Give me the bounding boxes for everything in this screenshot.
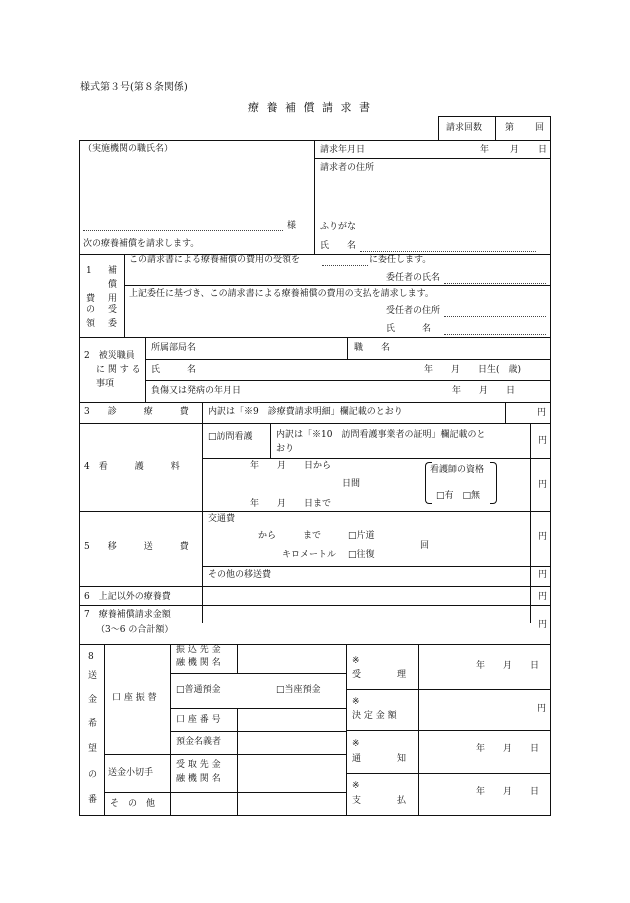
request-date-month: 月 [510,145,520,155]
visit-detail-2: おり [276,444,295,454]
decision-yen: 円 [537,704,547,714]
receiving-bank-label-2: 融 機 関 名 [176,774,221,784]
transfer-bank-label-2: 融 機 関 名 [176,658,221,668]
transport-times: 回 [420,541,430,551]
notice-asterisk: ※ [352,739,360,749]
delegatee-name-field[interactable] [444,283,546,284]
nursing-until-date: 年 月 日まで [250,499,332,509]
account-holder-label: 預金名義者 [176,737,222,747]
delegate-suffix: に委任します。 [369,255,432,265]
section2-label-3: 事項 [96,379,115,389]
department-label: 所属部局名 [151,343,197,353]
transfer-bank-label-1: 振 込 先 金 [176,645,221,655]
section7-label-2: （3～6 の合計額） [96,625,174,635]
claim-count-kai: 回 [535,123,545,133]
post-label: 職 名 [354,343,391,353]
birth-date: 年 月 日生( 歳) [424,365,522,375]
institution-label: （実施機関の職氏名） [83,144,174,154]
section7-yen: 円 [538,620,548,630]
receiver-address-field[interactable] [444,316,546,317]
nursing-yen: 円 [538,480,548,490]
form-page: 様式第３号(第８条関係) 療 養 補 償 請 求 書 請求回数 第 回 （実施機関の職氏名） 様 次の療養補償を請求します。 請求年月日 年 月 日 請求者の住所 ふりがな 氏 名 1 補 償 費 用 の 受 領 委 この請求書による療養補償の費用の受領を に委任します。 委任者の氏名 上記委任に基づき、この請求書による療養補償の費用の支払を請求します。 受任者の住所 氏 名 2 被災職員 に 関 す る 事項 所属部局名 職 名 氏 名 年 月 日生( 歳) 負傷又は発病の年月日 年 月 日 3 診 療 費 内訳は「※9 診療費請求明細」欄記載のとおり 円 4 看 護 料 □訪問看護 内訳は「※10 訪問看護事業者の証明」欄記載のと おり 円 年 月 日から 日間 年 月 日まで 看護師の資格 □有 □無 円 5 移 送 費 交通費 から まで □片道 キロメートル □往復 回 円 その他の移送費 円 6 上記以外の療養費 円 7 療養補償請求金額 （3～6 の合計額） 円 8 送 金 希 望 の 番 口 座 振 替 振 込 先 金 融 機 関 名 □普通預金 □当座預金 口 座 番 号 預金名義者 送金小切手 受 取 先 金 融 機 関 名 そ の 他 ※ 受 理 年 月 日 ※ 決 定 金 額 円 ※ 通 知 年 月 日 ※ 支 払 年 月 日 [0,0,630,903]
delegatee-name-label: 委任者の氏名 [386,273,441,283]
section2-label-1: 2 被災職員 [84,351,135,361]
page-title: 療 養 補 償 請 求 書 [248,101,372,114]
section5-label: 5 移 送 費 [84,542,189,552]
injury-date-label: 負傷又は発病の年月日 [151,386,242,396]
other-transport-yen: 円 [538,570,548,580]
sama-label: 様 [287,221,297,231]
qualification-options[interactable]: □有 □無 [436,491,481,501]
request-date-year: 年 [480,145,490,155]
section3-detail: 内訳は「※9 診療費請求明細」欄記載のとおり [208,407,403,417]
request-date-label: 請求年月日 [320,145,366,155]
nursing-days: 日間 [342,479,361,489]
delegate-field[interactable] [322,265,368,266]
receipt-asterisk: ※ [352,656,360,666]
other-transport-label: その他の移送費 [208,570,272,580]
receiving-bank-label-1: 受 取 先 金 [176,760,221,770]
visit-nursing-check[interactable]: □訪問看護 [208,432,253,442]
round-trip-check[interactable]: □往復 [348,550,375,560]
one-way-check[interactable]: □片道 [348,531,375,541]
remittance-check-label: 送金小切手 [108,768,154,778]
furigana-label: ふりがな [320,222,357,232]
other-method-label: そ の 他 [110,799,156,809]
receipt-label: 受 理 [352,670,407,680]
form-number: 様式第３号(第８条関係) [80,82,188,93]
receiver-name-label: 氏 名 [386,324,432,334]
notice-date: 年 月 日 [476,744,540,754]
receipt-date: 年 月 日 [476,661,540,671]
claim-count-label: 請求回数 [446,123,483,133]
claim-count-dai: 第 [505,123,515,133]
account-transfer-label: 口 座 振 替 [112,693,157,703]
delegate-line: この請求書による療養補償の費用の受領を [129,255,301,265]
receiver-name-field[interactable] [444,334,546,335]
qualification-label: 看護師の資格 [430,465,485,475]
injury-date: 年 月 日 [452,386,516,396]
section4-label: 4 看 護 料 [84,462,180,472]
table-left-border [79,140,80,816]
transport-label: 交通費 [208,514,236,524]
request-date-day: 日 [538,145,548,155]
payment-label: 支 払 [352,796,407,806]
nursing-from-date: 年 月 日から [250,461,332,471]
section2-label-2: に 関 す る [96,365,141,375]
ordinary-deposit-check[interactable]: □普通預金 [176,685,221,695]
section3-yen: 円 [537,408,547,418]
receiver-address-label: 受任者の住所 [386,306,441,316]
visit-detail-1: 内訳は「※10 訪問看護事業者の証明」欄記載のと [276,430,486,440]
current-deposit-check[interactable]: □当座預金 [276,685,321,695]
visit-nursing-yen: 円 [538,436,548,446]
decision-amount-label: 決 定 金 額 [352,711,397,721]
claimant-name-label: 氏 名 [320,241,357,251]
section6-label: 6 上記以外の療養費 [84,592,171,602]
section7-label-1: 7 療養補償請求金額 [84,610,171,620]
section6-yen: 円 [538,592,548,602]
notice-label: 通 知 [352,754,407,764]
payment-asterisk: ※ [352,781,360,791]
claimant-address-label: 請求者の住所 [320,163,375,173]
table-top-border [79,140,551,141]
payment-date: 年 月 日 [476,787,540,797]
table-bottom-border [79,815,551,816]
decision-asterisk: ※ [352,697,360,707]
request-line: 次の療養補償を請求します。 [83,239,200,249]
section3-label: 3 診 療 費 [84,407,189,417]
transport-yen: 円 [538,532,548,542]
employee-name-label: 氏 名 [151,365,197,375]
transport-from-to: から まで [258,531,322,541]
claimant-name-field[interactable] [360,251,536,252]
table-right-border [550,140,551,816]
distance-km: キロメートル [282,550,337,560]
institution-name-field[interactable] [83,230,283,231]
account-number-label: 口 座 番 号 [176,715,221,725]
payment-request-line: 上記委任に基づき、この請求書による療養補償の費用の支払を請求します。 [129,289,434,299]
